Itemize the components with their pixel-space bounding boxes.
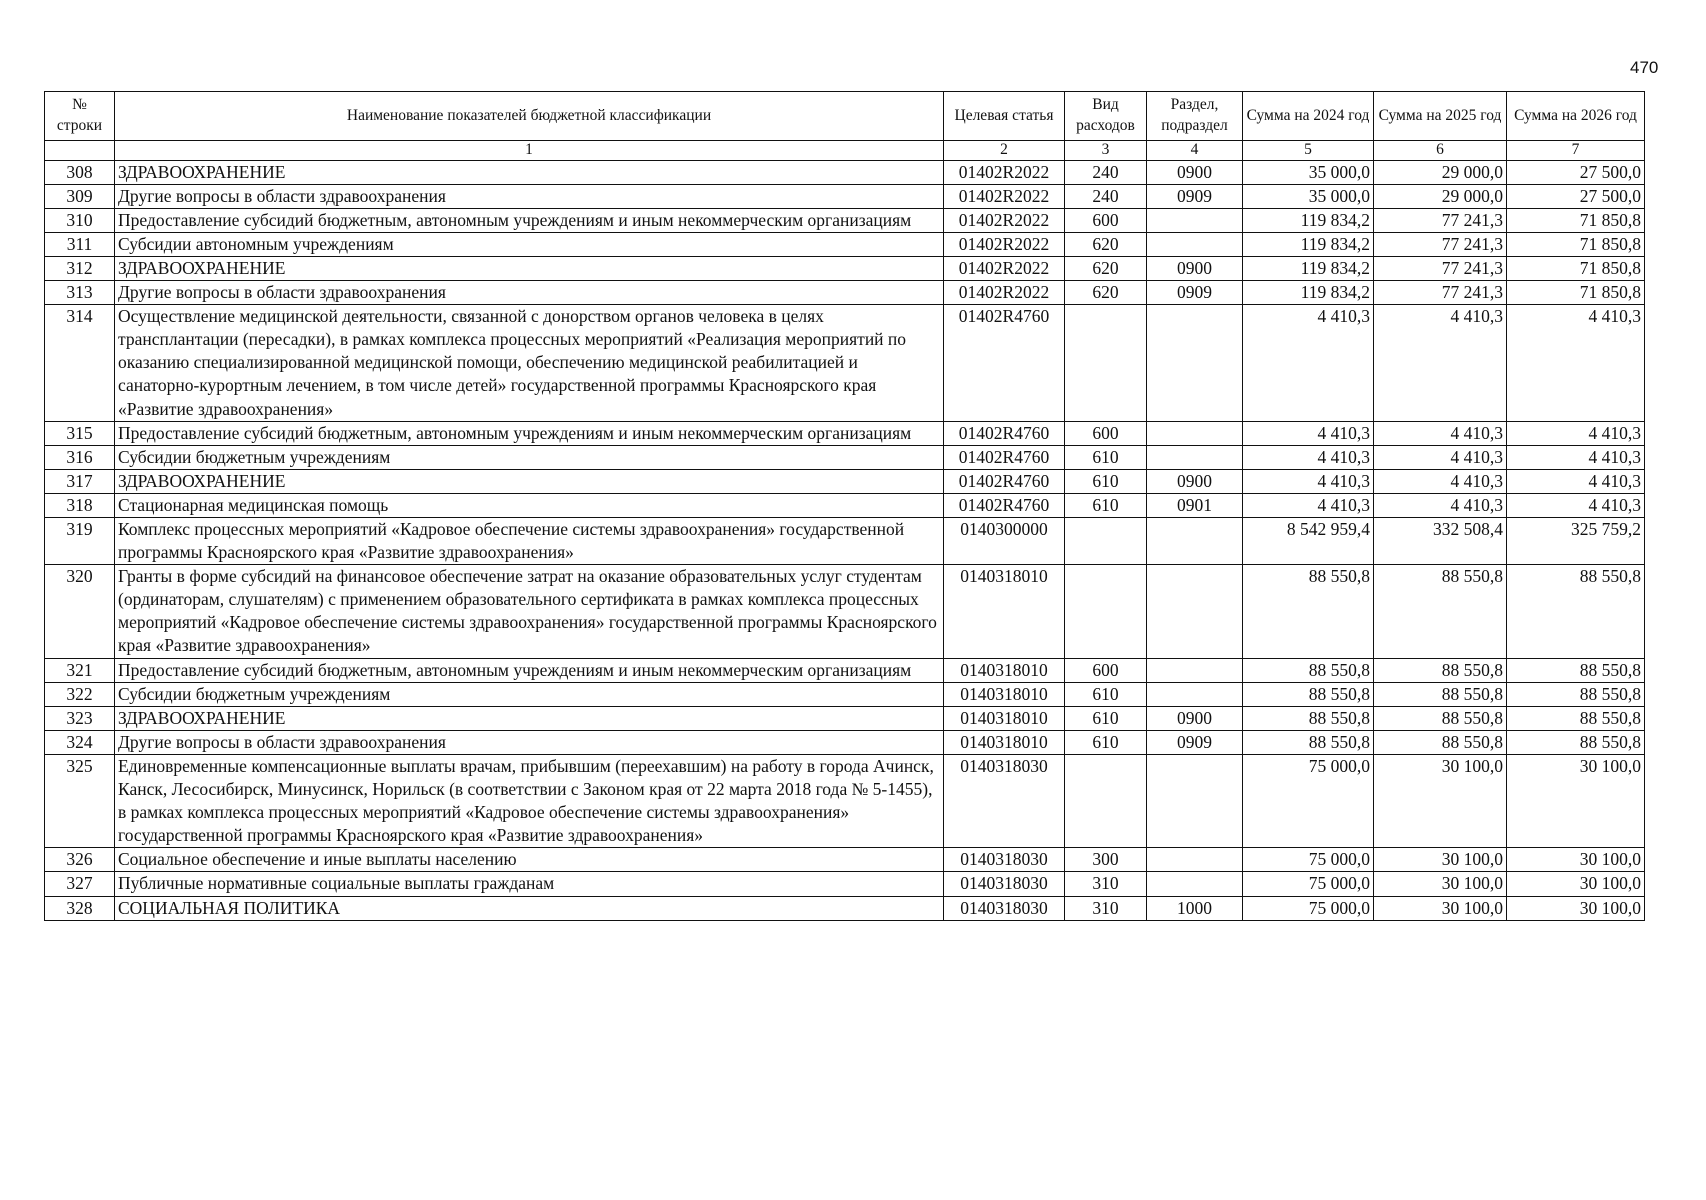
row-name: Другие вопросы в области здравоохранения [115, 730, 944, 754]
column-number [45, 141, 115, 161]
header-section: Раздел, подраздел [1147, 92, 1243, 141]
row-sum-2024: 88 550,8 [1243, 658, 1374, 682]
row-target-article: 0140318010 [944, 706, 1065, 730]
row-section [1147, 754, 1243, 847]
row-name: Предоставление субсидий бюджетным, автономным учреждениям и иным некоммерческим организациям [115, 658, 944, 682]
row-expense-kind: 600 [1065, 658, 1147, 682]
row-sum-2024: 119 834,2 [1243, 281, 1374, 305]
row-sum-2024: 35 000,0 [1243, 184, 1374, 208]
table-row [45, 565, 1645, 658]
row-sum-2024: 75 000,0 [1243, 848, 1374, 872]
row-expense-kind: 610 [1065, 730, 1147, 754]
row-number: 317 [45, 469, 115, 493]
row-sum-2024: 4 410,3 [1243, 469, 1374, 493]
row-expense-kind: 610 [1065, 469, 1147, 493]
row-number: 316 [45, 445, 115, 469]
table-row [45, 518, 1645, 565]
row-name: Единовременные компенсационные выплаты врачам, прибывшим (переехавшим) на работу в города Ачинск, Канск, Лесосибирск, Минусинск, Норильск (в соответствии с Законом края от 22 марта 2018 года № 5-1455), в рамках комплекса процессных мероприятий «Кадровое обеспечение системы здравоохранения» государственной программы Красноярского края «Развитие здравоохранения» [115, 754, 944, 847]
row-target-article: 01402R4760 [944, 305, 1065, 421]
row-sum-2026: 88 550,8 [1507, 730, 1645, 754]
row-number: 312 [45, 256, 115, 280]
row-name: СОЦИАЛЬНАЯ ПОЛИТИКА [115, 896, 944, 920]
row-expense-kind: 300 [1065, 848, 1147, 872]
row-sum-2026: 30 100,0 [1507, 896, 1645, 920]
row-section [1147, 421, 1243, 445]
row-section: 0900 [1147, 706, 1243, 730]
row-section [1147, 208, 1243, 232]
column-number: 6 [1374, 141, 1507, 161]
row-sum-2026: 325 759,2 [1507, 518, 1645, 565]
row-name: Стационарная медицинская помощь [115, 493, 944, 517]
row-number: 313 [45, 281, 115, 305]
row-sum-2026: 4 410,3 [1507, 305, 1645, 421]
table-row [45, 658, 1645, 682]
row-expense-kind: 600 [1065, 208, 1147, 232]
row-number: 310 [45, 208, 115, 232]
row-number: 327 [45, 872, 115, 896]
table-row [45, 305, 1645, 421]
row-name: Предоставление субсидий бюджетным, автономным учреждениям и иным некоммерческим организациям [115, 421, 944, 445]
row-section [1147, 682, 1243, 706]
row-section: 0901 [1147, 493, 1243, 517]
row-name: ЗДРАВООХРАНЕНИЕ [115, 469, 944, 493]
header-target: Целевая статья [944, 92, 1065, 141]
row-target-article: 0140318030 [944, 872, 1065, 896]
header-sum-2026: Сумма на 2026 год [1507, 92, 1645, 141]
row-section: 0900 [1147, 256, 1243, 280]
table-row [45, 421, 1645, 445]
row-name: Комплекс процессных мероприятий «Кадровое обеспечение системы здравоохранения» государственной программы Красноярского края «Развитие здравоохранения» [115, 518, 944, 565]
header-name: Наименование показателей бюджетной классификации [115, 92, 944, 141]
column-number: 1 [115, 141, 944, 161]
row-sum-2025: 77 241,3 [1374, 256, 1507, 280]
row-number: 325 [45, 754, 115, 847]
row-name: Другие вопросы в области здравоохранения [115, 281, 944, 305]
row-name: Субсидии бюджетным учреждениям [115, 682, 944, 706]
header-row [45, 92, 1645, 141]
row-sum-2025: 29 000,0 [1374, 160, 1507, 184]
row-sum-2024: 8 542 959,4 [1243, 518, 1374, 565]
row-expense-kind: 610 [1065, 493, 1147, 517]
table-row [45, 281, 1645, 305]
row-number: 321 [45, 658, 115, 682]
row-section: 0909 [1147, 730, 1243, 754]
row-section [1147, 658, 1243, 682]
row-section [1147, 445, 1243, 469]
row-sum-2025: 29 000,0 [1374, 184, 1507, 208]
row-expense-kind: 620 [1065, 281, 1147, 305]
header-sum-2024: Сумма на 2024 год [1243, 92, 1374, 141]
row-sum-2025: 88 550,8 [1374, 706, 1507, 730]
row-section: 1000 [1147, 896, 1243, 920]
row-name: ЗДРАВООХРАНЕНИЕ [115, 706, 944, 730]
row-number: 324 [45, 730, 115, 754]
row-target-article: 01402R2022 [944, 256, 1065, 280]
row-target-article: 01402R4760 [944, 421, 1065, 445]
row-name: Публичные нормативные социальные выплаты гражданам [115, 872, 944, 896]
table-row [45, 872, 1645, 896]
column-number: 3 [1065, 141, 1147, 161]
row-sum-2024: 75 000,0 [1243, 754, 1374, 847]
row-sum-2024: 75 000,0 [1243, 896, 1374, 920]
row-expense-kind: 310 [1065, 872, 1147, 896]
row-sum-2025: 4 410,3 [1374, 305, 1507, 421]
row-target-article: 01402R4760 [944, 469, 1065, 493]
row-target-article: 0140318030 [944, 754, 1065, 847]
row-expense-kind [1065, 565, 1147, 658]
row-sum-2025: 77 241,3 [1374, 232, 1507, 256]
page-number: 470 [1630, 58, 1659, 77]
row-sum-2026: 4 410,3 [1507, 421, 1645, 445]
row-sum-2025: 88 550,8 [1374, 730, 1507, 754]
row-sum-2024: 4 410,3 [1243, 445, 1374, 469]
row-number: 326 [45, 848, 115, 872]
row-sum-2026: 71 850,8 [1507, 256, 1645, 280]
row-sum-2026: 4 410,3 [1507, 469, 1645, 493]
row-expense-kind: 600 [1065, 421, 1147, 445]
row-number: 315 [45, 421, 115, 445]
row-expense-kind: 620 [1065, 256, 1147, 280]
row-expense-kind [1065, 518, 1147, 565]
row-target-article: 01402R2022 [944, 160, 1065, 184]
row-sum-2025: 4 410,3 [1374, 445, 1507, 469]
table-row [45, 706, 1645, 730]
row-sum-2024: 88 550,8 [1243, 565, 1374, 658]
row-sum-2024: 88 550,8 [1243, 706, 1374, 730]
table-row [45, 469, 1645, 493]
row-expense-kind: 240 [1065, 184, 1147, 208]
row-sum-2026: 4 410,3 [1507, 445, 1645, 469]
row-sum-2024: 4 410,3 [1243, 305, 1374, 421]
row-name: ЗДРАВООХРАНЕНИЕ [115, 256, 944, 280]
row-target-article: 0140300000 [944, 518, 1065, 565]
header-kind: Вид расходов [1065, 92, 1147, 141]
row-sum-2026: 30 100,0 [1507, 754, 1645, 847]
row-sum-2025: 4 410,3 [1374, 469, 1507, 493]
row-sum-2026: 27 500,0 [1507, 160, 1645, 184]
row-sum-2024: 4 410,3 [1243, 421, 1374, 445]
row-section: 0900 [1147, 160, 1243, 184]
row-sum-2025: 88 550,8 [1374, 565, 1507, 658]
row-section [1147, 565, 1243, 658]
row-expense-kind: 610 [1065, 706, 1147, 730]
row-expense-kind: 610 [1065, 682, 1147, 706]
row-number: 320 [45, 565, 115, 658]
row-target-article: 01402R4760 [944, 445, 1065, 469]
table-row [45, 493, 1645, 517]
row-target-article: 01402R2022 [944, 281, 1065, 305]
row-sum-2026: 27 500,0 [1507, 184, 1645, 208]
row-sum-2026: 71 850,8 [1507, 281, 1645, 305]
row-section [1147, 872, 1243, 896]
row-sum-2025: 77 241,3 [1374, 281, 1507, 305]
row-name: Осуществление медицинской деятельности, связанной с донорством органов человека в целях трансплантации (пересадки), в рамках комплекса процессных мероприятий «Реализация мероприятий по оказанию специализированной медицинской помощи, обеспечению медицинской реабилитацией и санаторно-курортным лечением, в том числе детей» государственной программы Красноярского края «Развитие здравоохранения» [115, 305, 944, 421]
row-sum-2024: 119 834,2 [1243, 232, 1374, 256]
row-section: 0909 [1147, 281, 1243, 305]
row-sum-2024: 119 834,2 [1243, 256, 1374, 280]
row-number: 318 [45, 493, 115, 517]
row-number: 322 [45, 682, 115, 706]
row-target-article: 0140318010 [944, 682, 1065, 706]
row-number: 319 [45, 518, 115, 565]
row-number: 328 [45, 896, 115, 920]
row-sum-2025: 30 100,0 [1374, 872, 1507, 896]
table-row [45, 682, 1645, 706]
row-sum-2024: 88 550,8 [1243, 682, 1374, 706]
row-section [1147, 305, 1243, 421]
row-expense-kind: 610 [1065, 445, 1147, 469]
table-row [45, 184, 1645, 208]
row-sum-2024: 119 834,2 [1243, 208, 1374, 232]
row-name: Субсидии автономным учреждениям [115, 232, 944, 256]
row-sum-2024: 75 000,0 [1243, 872, 1374, 896]
row-sum-2025: 77 241,3 [1374, 208, 1507, 232]
row-name: Социальное обеспечение и иные выплаты населению [115, 848, 944, 872]
row-sum-2025: 30 100,0 [1374, 896, 1507, 920]
column-number: 5 [1243, 141, 1374, 161]
table-row [45, 754, 1645, 847]
row-expense-kind [1065, 305, 1147, 421]
row-sum-2024: 88 550,8 [1243, 730, 1374, 754]
table-row [45, 208, 1645, 232]
row-sum-2026: 30 100,0 [1507, 872, 1645, 896]
table-row [45, 730, 1645, 754]
row-sum-2024: 35 000,0 [1243, 160, 1374, 184]
row-sum-2025: 4 410,3 [1374, 421, 1507, 445]
row-sum-2026: 88 550,8 [1507, 565, 1645, 658]
header-sum-2025: Сумма на 2025 год [1374, 92, 1507, 141]
row-sum-2026: 71 850,8 [1507, 232, 1645, 256]
table-row [45, 232, 1645, 256]
row-section [1147, 232, 1243, 256]
row-sum-2026: 71 850,8 [1507, 208, 1645, 232]
column-number: 2 [944, 141, 1065, 161]
row-expense-kind: 620 [1065, 232, 1147, 256]
row-target-article: 01402R2022 [944, 208, 1065, 232]
column-number: 4 [1147, 141, 1243, 161]
row-number: 314 [45, 305, 115, 421]
row-name: Предоставление субсидий бюджетным, автономным учреждениям и иным некоммерческим организациям [115, 208, 944, 232]
row-section: 0909 [1147, 184, 1243, 208]
row-expense-kind: 240 [1065, 160, 1147, 184]
row-sum-2026: 88 550,8 [1507, 706, 1645, 730]
row-name: Гранты в форме субсидий на финансовое обеспечение затрат на оказание образовательных услуг студентам (ординаторам, слушателям) с применением образовательного сертификата в рамках комплекса процессных мероприятий «Кадровое обеспечение системы здравоохранения» государственной программы Красноярского края «Развитие здравоохранения» [115, 565, 944, 658]
row-target-article: 01402R2022 [944, 232, 1065, 256]
row-section [1147, 518, 1243, 565]
row-section [1147, 848, 1243, 872]
row-number: 309 [45, 184, 115, 208]
row-number: 308 [45, 160, 115, 184]
header-row-no: № строки [45, 92, 115, 141]
row-target-article: 0140318010 [944, 658, 1065, 682]
row-name: Другие вопросы в области здравоохранения [115, 184, 944, 208]
row-sum-2026: 4 410,3 [1507, 493, 1645, 517]
row-target-article: 0140318010 [944, 730, 1065, 754]
row-target-article: 01402R4760 [944, 493, 1065, 517]
row-sum-2026: 88 550,8 [1507, 682, 1645, 706]
row-sum-2025: 30 100,0 [1374, 754, 1507, 847]
row-target-article: 01402R2022 [944, 184, 1065, 208]
row-name: Субсидии бюджетным учреждениям [115, 445, 944, 469]
budget-table [44, 91, 1645, 921]
row-sum-2025: 4 410,3 [1374, 493, 1507, 517]
row-sum-2025: 332 508,4 [1374, 518, 1507, 565]
table-row [45, 896, 1645, 920]
row-sum-2024: 4 410,3 [1243, 493, 1374, 517]
row-number: 323 [45, 706, 115, 730]
table-row [45, 848, 1645, 872]
table-row [45, 256, 1645, 280]
row-sum-2025: 30 100,0 [1374, 848, 1507, 872]
row-name: ЗДРАВООХРАНЕНИЕ [115, 160, 944, 184]
row-number: 311 [45, 232, 115, 256]
table-row [45, 445, 1645, 469]
row-target-article: 0140318010 [944, 565, 1065, 658]
row-target-article: 0140318030 [944, 848, 1065, 872]
row-sum-2025: 88 550,8 [1374, 682, 1507, 706]
column-number-row [45, 141, 1645, 161]
row-section: 0900 [1147, 469, 1243, 493]
row-sum-2026: 88 550,8 [1507, 658, 1645, 682]
row-expense-kind [1065, 754, 1147, 847]
column-number: 7 [1507, 141, 1645, 161]
row-expense-kind: 310 [1065, 896, 1147, 920]
table-row [45, 160, 1645, 184]
row-sum-2025: 88 550,8 [1374, 658, 1507, 682]
row-sum-2026: 30 100,0 [1507, 848, 1645, 872]
row-target-article: 0140318030 [944, 896, 1065, 920]
